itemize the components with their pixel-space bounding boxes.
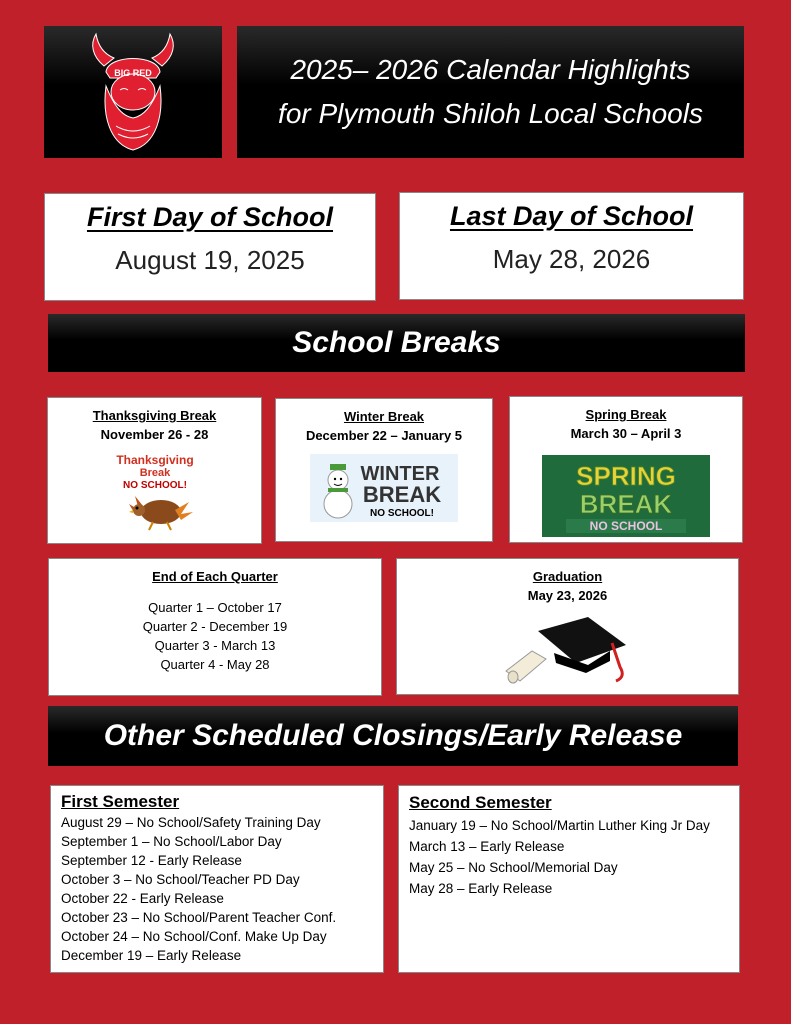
winter-dates: December 22 – January 5 [305,428,463,443]
graduation-date: May 23, 2026 [527,588,608,603]
spring-break-card [509,396,743,543]
first-semester-item: October 22 - Early Release [61,891,224,906]
winter-break-card [275,398,493,542]
winter-title: Winter Break [343,409,425,424]
second-semester-card [398,785,740,973]
winter-img-line3: NO SCHOOL! [370,508,434,519]
title-line-1: 2025– 2026 Calendar Highlights [290,54,691,85]
first-semester-item: October 3 – No School/Teacher PD Day [61,872,300,887]
second-semester-item: May 28 – Early Release [409,881,553,896]
graduation-card [396,558,739,695]
first-semester-card [50,785,384,973]
first-semester-item: October 24 – No School/Conf. Make Up Day [61,929,327,944]
last-day-heading: Last Day of School [449,201,694,231]
calendar-title [237,26,744,158]
first-semester-item: September 12 - Early Release [61,853,242,868]
quarter-item: Quarter 3 - March 13 [154,638,276,653]
thanksgiving-img-line3: NO SCHOOL! [122,480,187,491]
thanksgiving-break-card [47,397,262,544]
spring-dates: March 30 – April 3 [570,426,682,441]
first-semester-item: October 23 – No School/Parent Teacher Conf. [61,910,337,925]
quarter-item: Quarter 4 - May 28 [160,657,270,672]
winter-img-line1: WINTER [360,463,440,485]
spring-img-line1: SPRING [576,461,676,491]
end-of-quarter-card [48,558,382,696]
second-semester-title: Second Semester [409,793,552,812]
first-day-date: August 19, 2025 [115,245,305,275]
logo-text: BIG RED [114,68,152,78]
second-semester-item: March 13 – Early Release [409,839,565,854]
first-day-card [44,193,376,301]
first-semester-item: August 29 – No School/Safety Training Day [61,815,321,830]
thanksgiving-turkey-image [95,450,215,536]
thanksgiving-dates: November 26 - 28 [100,427,209,442]
first-day-heading: First Day of School [86,202,334,232]
school-breaks-heading: School Breaks [48,314,745,372]
thanksgiving-title: Thanksgiving Break [92,408,217,423]
closings-heading: Other Scheduled Closings/Early Release [48,706,738,766]
first-semester-title: First Semester [61,792,180,811]
winter-img-line2: BREAK [362,482,442,507]
spring-img-line3: NO SCHOOL [589,519,663,533]
quarter-title: End of Each Quarter [152,569,278,584]
viking-mascot-logo [44,26,222,158]
quarter-item: Quarter 1 – October 17 [148,600,282,615]
first-semester-item: December 19 – Early Release [61,948,242,963]
second-semester-item: May 25 – No School/Memorial Day [409,860,618,875]
graduation-title: Graduation [532,569,603,584]
thanksgiving-img-line1: Thanksgiving [115,453,194,467]
first-semester-item: September 1 – No School/Labor Day [61,834,282,849]
second-semester-item: January 19 – No School/Martin Luther King Jr Day [409,818,710,833]
spring-img-line2: BREAK [579,489,673,519]
quarter-item: Quarter 2 - December 19 [142,619,288,634]
logo-panel [44,26,222,158]
title-line-2: for Plymouth Shiloh Local Schools [278,98,703,129]
thanksgiving-img-line2: Break [139,467,170,479]
last-day-card [399,192,744,300]
last-day-date: May 28, 2026 [492,244,651,274]
winter-break-image [310,454,458,522]
spring-break-image [542,455,710,537]
graduation-cap-icon [498,609,638,691]
turkey-icon [129,496,193,530]
spring-title: Spring Break [585,407,667,422]
